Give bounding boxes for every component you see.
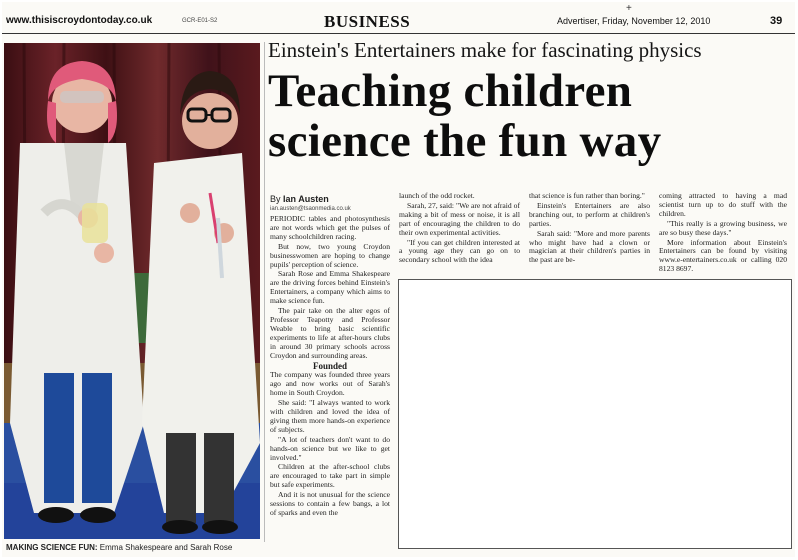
byline-prefix: By	[270, 194, 281, 204]
caption-text: Emma Shakespeare and Sarah Rose	[99, 543, 233, 552]
photo-illustration	[4, 43, 260, 539]
registration-mark: +	[626, 3, 632, 14]
headline-line-1: Teaching children	[268, 65, 633, 117]
publication-date: Advertiser, Friday, November 12, 2010	[557, 16, 711, 26]
headline-line-2: science the fun way	[268, 115, 662, 167]
paragraph: Sarah said: "More and more parents who might have had a clown or magician at their children's parties in the past are be-	[529, 228, 650, 265]
paragraph: PERIODIC tables and photosynthesis are not words which get the pulses of many schoolchildren racing.	[270, 214, 390, 241]
site-url: www.thisiscroydontoday.co.uk	[6, 15, 153, 26]
paragraph: Sarah Rose and Emma Shakespeare are the driving forces behind Einstein's Entertainers, a company which aims to make science fun.	[270, 269, 390, 306]
paragraph: More information about Einstein's Entertainers can be found by visiting www.e-entertainers.co.uk or calling 020 8123 8697.	[659, 237, 787, 274]
paragraph: "This really is a growing business, we are so busy these days."	[659, 218, 787, 237]
paragraph: launch of the odd rocket.	[399, 191, 475, 200]
paragraph: "A lot of teachers don't want to do hands-on science but we like to get involved."	[270, 434, 390, 462]
photo-caption	[6, 543, 232, 552]
article-photo	[4, 43, 260, 539]
newspaper-page	[2, 2, 795, 557]
page-header	[2, 2, 795, 32]
article-column-2	[399, 192, 520, 266]
paragraph: The company was founded three years ago and now works out of Sarah's home in South Croydon.	[270, 370, 390, 398]
header-rule	[2, 33, 795, 34]
blank-advert-box	[398, 279, 792, 549]
article-headline	[268, 66, 793, 166]
article-column-4	[659, 192, 787, 275]
paragraph: She said: "I always wanted to work with children and loved the idea of giving them more hands-on experience of subjects.	[270, 398, 390, 434]
paragraph: that science is fun rather than boring."	[529, 191, 645, 200]
section-subhead: Founded	[312, 360, 347, 371]
paragraph: coming attracted to having a mad scientist turn up to do stuff with the children.	[659, 191, 787, 218]
paragraph: The pair take on the alter egos of Professor Teapotty and Professor Weable to bring basic scientific experiments to life at after-hours clubs in around 30 primary schools across Croydon and surrounding areas.	[270, 306, 390, 360]
section-title: BUSINESS	[324, 12, 411, 31]
paragraph: "If you can get children interested at a young age they can go on to secondary school with the idea	[399, 237, 520, 265]
byline-email: ian.austen@tsaonmedia.co.uk	[270, 206, 351, 212]
caption-label: MAKING SCIENCE FUN:	[6, 543, 98, 552]
paragraph: But now, two young Croydon businesswomen are hoping to change pupils' perception of science.	[270, 241, 390, 269]
column-divider	[264, 42, 265, 542]
paragraph: Einstein's Entertainers are also branching out, to perform at children's parties.	[529, 200, 650, 228]
byline	[270, 194, 329, 204]
edition-code: GCR-E01-S2	[182, 18, 218, 24]
article-column-3	[529, 192, 650, 266]
paragraph: Children at the after-school clubs are encouraged to take part in simple but safe experiments.	[270, 462, 390, 490]
article-column-1	[270, 215, 390, 519]
page-number: 39	[770, 15, 783, 27]
byline-author: Ian Austen	[283, 194, 329, 204]
paragraph: Sarah, 27, said: "We are not afraid of making a bit of mess or noise, it is all part of encouraging the children to do their own experimental activities.	[399, 200, 520, 237]
article-kicker: Einstein's Entertainers make for fascinating physics	[268, 38, 702, 62]
paragraph: And it is not unusual for the science sessions to contain a few bangs, a lot of sparks and even the	[270, 490, 390, 517]
